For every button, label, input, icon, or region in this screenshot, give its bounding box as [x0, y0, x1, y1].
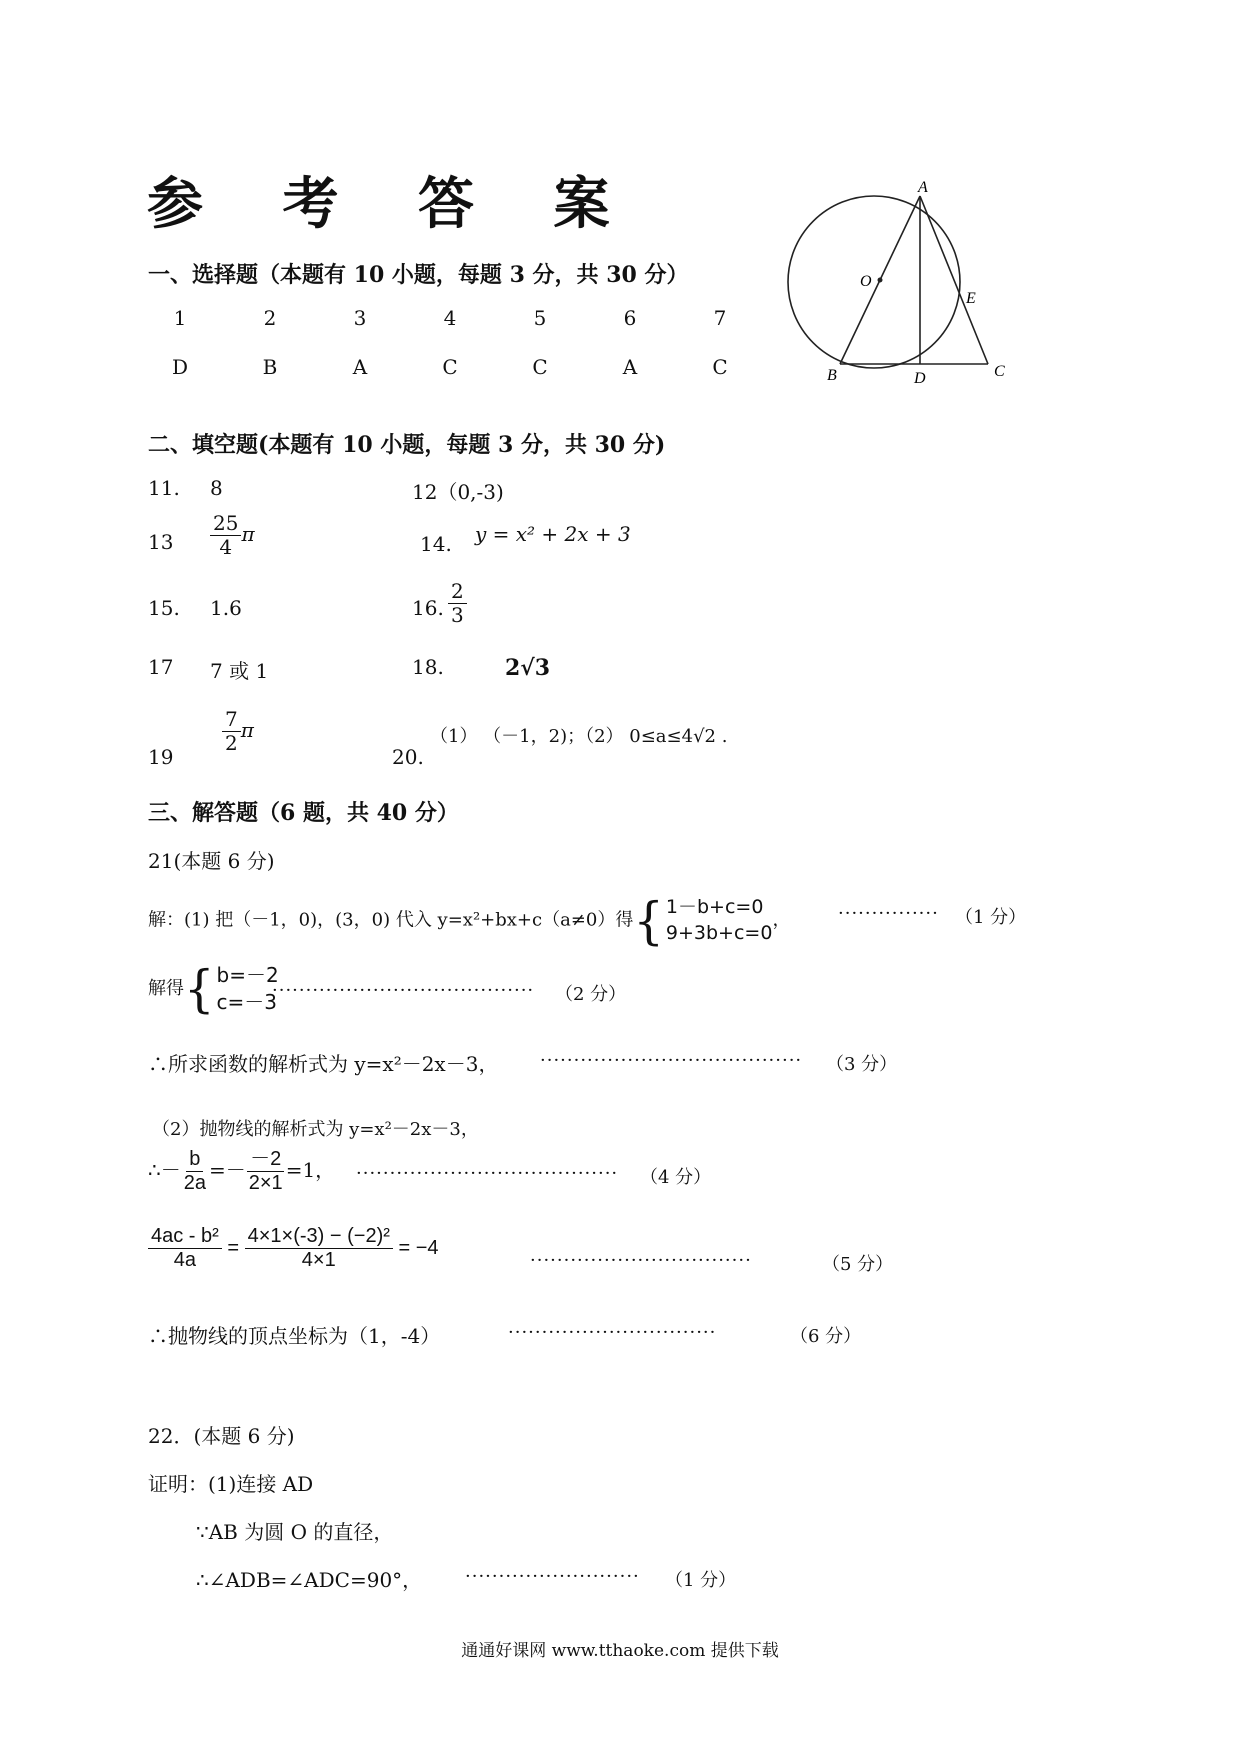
q21-system1	[666, 895, 773, 946]
q14-answer: y = x² + 2x + 3	[475, 522, 631, 546]
choice-number: 3	[353, 306, 367, 330]
segment-ac	[920, 196, 988, 364]
q21-score1: （1 分）	[955, 907, 1027, 928]
choice-answer: B	[262, 355, 278, 379]
q11-answer: 8	[210, 476, 223, 500]
choice-answer: A	[352, 355, 368, 379]
q12-answer: 12（0,-3)	[412, 480, 504, 504]
q22-heading: 22．(本题 6 分)	[148, 1424, 295, 1448]
label-c: C	[994, 363, 1005, 380]
q21-score2: （2 分）	[555, 984, 627, 1005]
circle-triangle-figure	[780, 180, 1030, 390]
choice-answer: A	[622, 355, 638, 379]
q21-line1-text: 解：(1) 把（－1，0)，(3，0) 代入 y=x²+bx+c（a≠0）得	[148, 909, 634, 931]
q21-line5-mid: =－	[208, 1158, 246, 1182]
q21-brace1: {	[633, 891, 664, 951]
choice-answer: C	[442, 355, 458, 379]
q21-line7: ∴抛物线的顶点坐标为（1，-4）	[148, 1324, 441, 1348]
label-o: O	[860, 273, 872, 290]
choice-number: 2	[263, 306, 277, 330]
choice-number: 6	[623, 306, 637, 330]
q19-numerator: 7	[222, 708, 241, 732]
q13-number: 13	[148, 530, 174, 554]
q21-dots6: ·································	[530, 1250, 752, 1271]
q18-answer: 2√3	[505, 655, 551, 681]
q21-frac2-num: －2	[247, 1148, 284, 1172]
section1-heading: 一、选择题（本题有 10 小题，每题 3 分，共 30 分）	[148, 262, 689, 288]
q21-frac4-den: 4×1	[301, 1249, 336, 1271]
q21-frac1-den: 2a	[183, 1172, 206, 1194]
q19-number: 19	[148, 745, 174, 769]
footer-source: 通通好课网 www.tthaoke.com 提供下载	[461, 1641, 779, 1661]
q21-score7: （6 分）	[790, 1326, 862, 1347]
q21-equals: =	[227, 1236, 240, 1259]
q11-number: 11.	[148, 476, 180, 500]
q21-frac3-num: 4ac - b²	[148, 1225, 222, 1249]
choice-answer: C	[712, 355, 728, 379]
q16-numerator: 2	[448, 580, 467, 604]
q19-pi: π	[240, 718, 254, 742]
q21-line6	[148, 1225, 439, 1272]
section3-heading: 三、解答题（6 题，共 40 分）	[148, 800, 459, 826]
q21-dots7: ·······························	[508, 1322, 717, 1343]
choice-answer: C	[532, 355, 548, 379]
q21-brace2: {	[184, 959, 215, 1019]
q22-line1: 证明：(1)连接 AD	[148, 1472, 314, 1496]
q21-line4: （2）抛物线的解析式为 y=x²－2x－3，	[152, 1119, 479, 1140]
q21-sys1-eq2: 9+3b+c=0	[665, 921, 773, 944]
q21-line3: ∴所求函数的解析式为 y=x²－2x－3，	[148, 1052, 499, 1076]
q21-line1-comma: ，	[772, 909, 791, 931]
q21-sys1-eq1: 1－b+c=0	[665, 896, 764, 918]
q21-frac2-den: 2×1	[248, 1172, 283, 1194]
choice-number: 4	[443, 306, 457, 330]
q21-frac4-num: 4×1×(-3) − (−2)²	[245, 1225, 393, 1249]
q16-denominator: 3	[451, 603, 464, 627]
q21-dots3: ·······································	[540, 1050, 803, 1071]
q21-score6: （5 分）	[822, 1254, 894, 1275]
choice-number: 1	[173, 306, 187, 330]
q16-answer	[448, 580, 467, 627]
q22-line3: ∴∠ADB=∠ADC=90°，	[196, 1568, 423, 1592]
q14-number: 14.	[420, 532, 452, 556]
label-a: A	[918, 180, 928, 196]
q19-answer	[222, 708, 254, 755]
q18-number: 18.	[412, 655, 444, 679]
choice-number: 7	[713, 306, 727, 330]
label-d: D	[914, 370, 926, 387]
q21-score3: （3 分）	[826, 1054, 898, 1075]
circle-o	[788, 196, 960, 368]
q21-sys2-eq2: c=－3	[216, 990, 278, 1014]
q21-line5-prefix: ∴－	[148, 1158, 181, 1182]
q21-frac1-num: b	[186, 1148, 203, 1172]
q21-dots1: ···············	[838, 903, 939, 924]
q21-line5	[148, 1148, 335, 1195]
q21-line2	[148, 959, 279, 1019]
label-b: B	[827, 367, 837, 384]
choice-answer: D	[171, 355, 189, 379]
q17-number: 17	[148, 655, 174, 679]
label-e: E	[966, 290, 976, 307]
q21-sys2-eq1: b=－2	[216, 963, 279, 987]
q21-dots5: ·······································	[356, 1163, 619, 1184]
q17-answer: 7 或 1	[210, 659, 269, 683]
q20-number: 20.	[392, 745, 424, 769]
q13-answer	[210, 512, 255, 559]
q16-number: 16.	[412, 596, 444, 620]
page-title: 参 考 答 案	[147, 171, 640, 237]
q21-score5: （4 分）	[640, 1167, 712, 1188]
q21-result: = −4	[398, 1236, 439, 1259]
q22-line2: ∵AB 为圆 O 的直径，	[196, 1520, 394, 1544]
section2-heading: 二、填空题(本题有 10 小题，每题 3 分，共 30 分)	[148, 432, 666, 458]
q21-heading: 21(本题 6 分)	[148, 849, 275, 873]
q21-system2	[217, 962, 279, 1016]
q21-line1	[148, 891, 791, 951]
q21-line5-post: =1，	[285, 1158, 336, 1182]
q15-number: 15.	[148, 596, 180, 620]
q20-answer: （1） （－1，2)；（2） 0≤a≤4√2 .	[430, 726, 728, 747]
choice-number: 5	[533, 306, 547, 330]
q21-line2-text: 解得	[148, 978, 184, 999]
q19-denominator: 2	[225, 731, 238, 755]
q21-dots2: ·······································	[272, 980, 535, 1001]
q22-dots3: ··························	[465, 1566, 640, 1587]
q22-score3: （1 分）	[665, 1570, 737, 1591]
q13-numerator: 25	[210, 512, 241, 536]
q13-denominator: 4	[219, 535, 233, 559]
q21-frac3-den: 4a	[173, 1249, 197, 1271]
q15-answer: 1.6	[210, 596, 242, 620]
q13-pi: π	[241, 522, 255, 546]
center-point	[878, 278, 883, 283]
